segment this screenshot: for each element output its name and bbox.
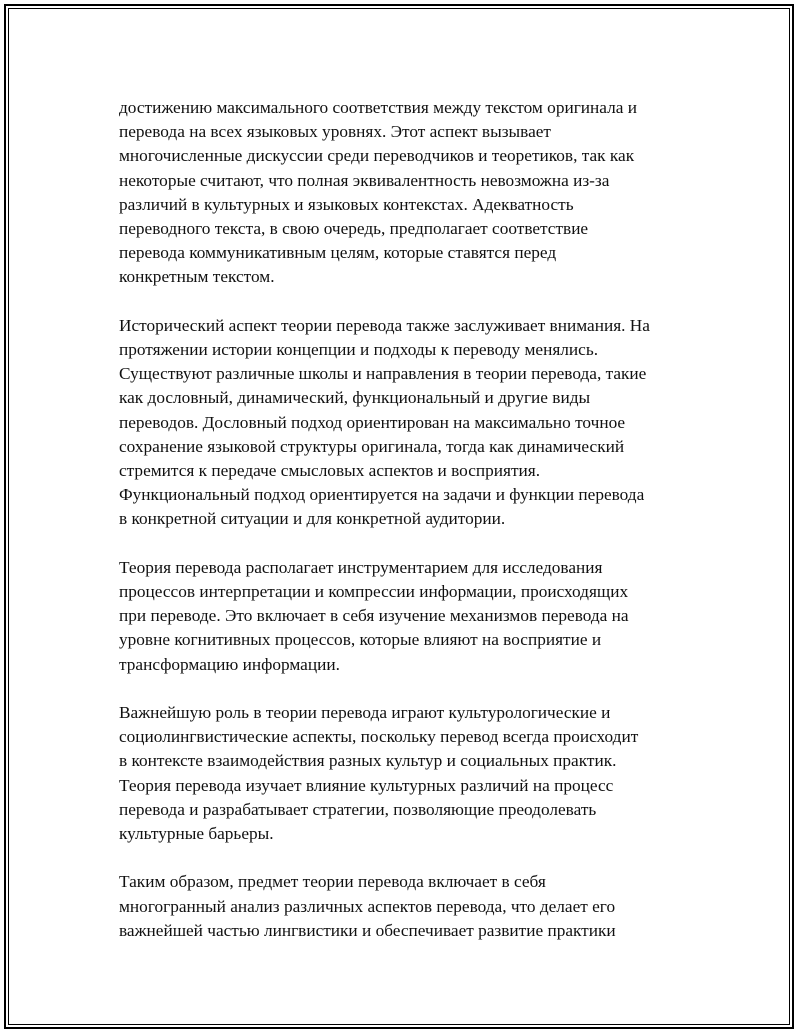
- paragraph: Важнейшую роль в теории перевода играют культурологические и социолингвистические аспекты, поскольку перевод всегда происходит в контексте взаимодействия разных культур и социальных практик. Теория перевода изучает влияние культурных различий на процесс перевода и разрабатывает стратегии, позволяющие преодолевать культурные барьеры.: [119, 703, 639, 844]
- paragraph: Теория перевода располагает инструментарием для исследования процессов интерпретации и компрессии информации, происходящих при переводе. Это включает в себя изучение механизмов перевода на уровне когнитивных процессов, которые влияют на восприятие и трансформацию информации.: [119, 557, 629, 674]
- paragraph: Таким образом, предмет теории перевода включает в себя многогранный анализ различных аспектов перевода, что делает его важнейшей частью лингвистики и обеспечивает развитие практики: [119, 872, 616, 940]
- paragraph: достижению максимального соответствия между текстом оригинала и перевода на всех языковых уровнях. Этот аспект вызывает многочисленные дискуссии среди переводчиков и теоретиков, так как некоторые считают, что полная эквивалентность невозможна из-за различий в культурных и языковых контекстах. Адекватность переводного текста, в свою очередь, предполагает соответствие перевода коммуникативным целям, которые ставятся перед конкретным текстом.: [119, 98, 637, 287]
- document-body: [119, 96, 699, 967]
- paragraph: Исторический аспект теории перевода также заслуживает внимания. На протяжении истории концепции и подходы к переводу менялись. Существуют различные школы и направления в теории перевода, такие как дословный, динамический, функциональный и другие виды переводов. Дословный подход ориентирован на максимально точное сохранение языковой структуры оригинала, тогда как динамический стремится к передаче смысловых аспектов и восприятия. Функциональный подход ориентируется на задачи и функции перевода в конкретной ситуации и для конкретной аудитории.: [119, 315, 650, 529]
